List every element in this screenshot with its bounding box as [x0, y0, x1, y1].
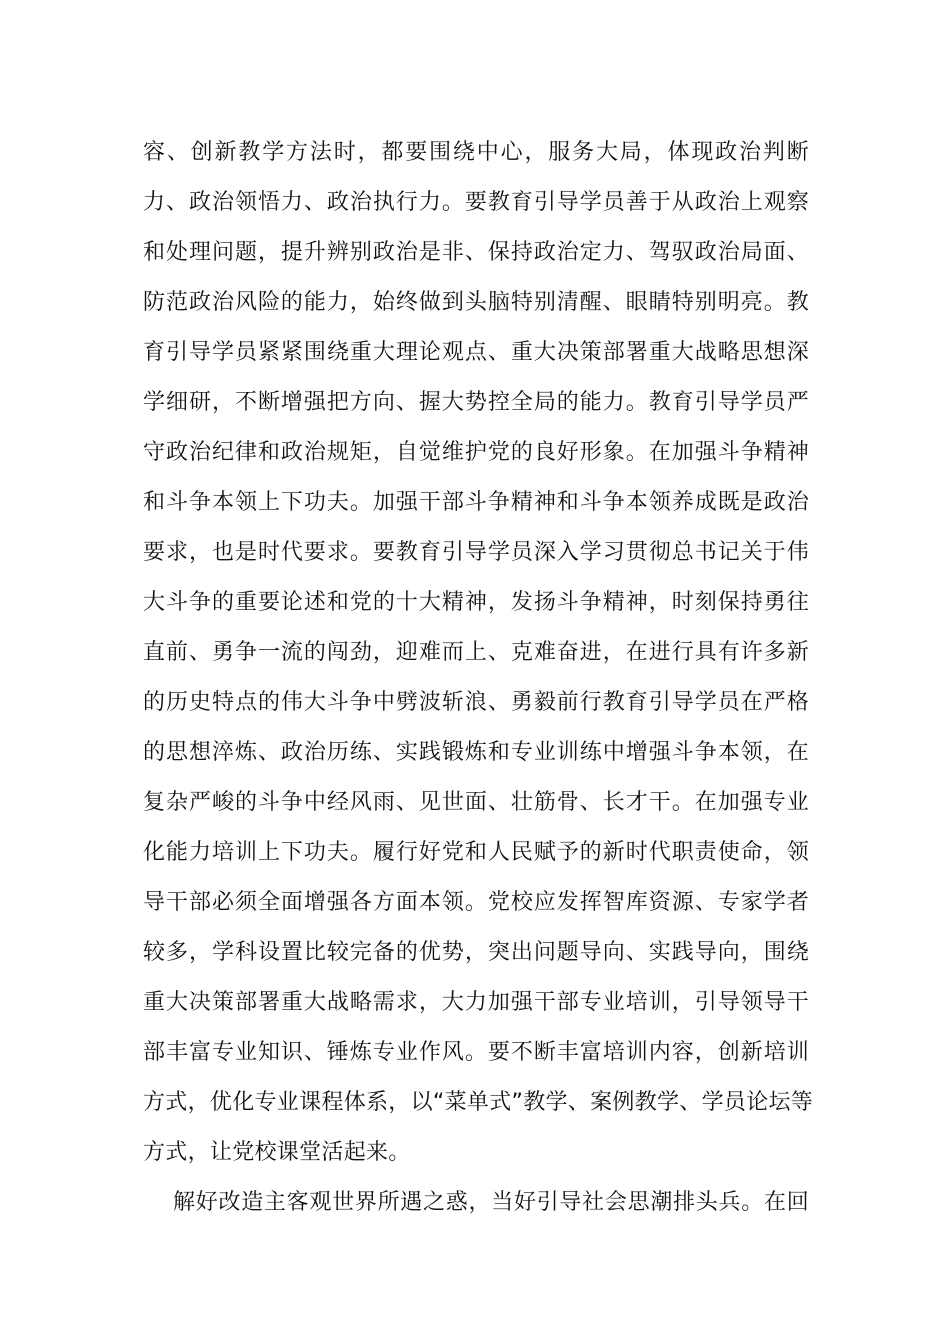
text-line: 直前、勇争一流的闯劲，迎难而上、克难奋进，在进行具有许多新 [143, 640, 809, 665]
text-line: 的思想淬炼、政治历练、实践锻炼和专业训练中增强斗争本领，在 [143, 740, 809, 765]
text-line: 防范政治风险的能力，始终做到头脑特别清醒、眼睛特别明亮。教 [143, 290, 809, 315]
text-line: 复杂严峻的斗争中经风雨、见世面、壮筋骨、长才干。在加强专业 [143, 790, 809, 815]
text-line: 部丰富专业知识、锤炼专业作风。要不断丰富培训内容，创新培训 [143, 1040, 809, 1065]
text-line: 方式，让党校课堂活起来。 [143, 1140, 411, 1165]
text-line: 大斗争的重要论述和党的十大精神，发扬斗争精神，时刻保持勇往 [143, 590, 809, 615]
text-line: 守政治纪律和政治规矩，自觉维护党的良好形象。在加强斗争精神 [143, 440, 809, 465]
text-line: 较多，学科设置比较完备的优势，突出问题导向、实践导向，围绕 [143, 940, 809, 965]
text-line: 容、创新教学方法时，都要围绕中心，服务大局，体现政治判断 [143, 140, 809, 165]
text-line: 解好改造主客观世界所遇之惑，当好引导社会思潮排头兵。在回 [173, 1190, 809, 1215]
text-line: 力、政治领悟力、政治执行力。要教育引导学员善于从政治上观察 [143, 190, 809, 215]
text-line: 要求，也是时代要求。要教育引导学员深入学习贯彻总书记关于伟 [143, 540, 809, 565]
text-line: 化能力培训上下功夫。履行好党和人民赋予的新时代职责使命，领 [143, 840, 809, 865]
body-text [143, 128, 814, 1228]
text-line: 的历史特点的伟大斗争中劈波斩浪、勇毅前行教育引导学员在严格 [143, 690, 809, 715]
text-line: 方式，优化专业课程体系，以“菜单式”教学、案例教学、学员论坛等 [143, 1090, 814, 1115]
text-line: 育引导学员紧紧围绕重大理论观点、重大决策部署重大战略思想深 [143, 340, 809, 365]
paragraph-2 [143, 1178, 809, 1228]
paragraph-1 [143, 128, 814, 1178]
text-line: 重大决策部署重大战略需求，大力加强干部专业培训，引导领导干 [143, 990, 809, 1015]
text-line: 导干部必须全面增强各方面本领。党校应发挥智库资源、专家学者 [143, 890, 809, 915]
text-line: 学细研，不断增强把方向、握大势控全局的能力。教育引导学员严 [143, 390, 809, 415]
text-line: 和斗争本领上下功夫。加强干部斗争精神和斗争本领养成既是政治 [143, 490, 809, 515]
text-line: 和处理问题，提升辨别政治是非、保持政治定力、驾驭政治局面、 [143, 240, 809, 265]
